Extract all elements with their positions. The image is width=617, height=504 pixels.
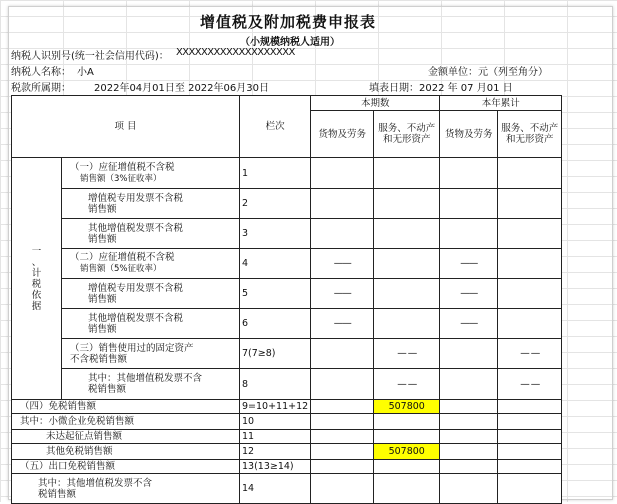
value-cell[interactable]	[311, 339, 374, 369]
value-cell[interactable]	[311, 219, 374, 249]
item-label: 其他免税销售额	[12, 444, 240, 460]
table-row	[12, 279, 562, 309]
value-cell[interactable]	[498, 219, 562, 249]
table-row	[12, 444, 562, 460]
dash-mark: — —	[397, 348, 417, 359]
header-row-1	[12, 96, 562, 111]
value-cell[interactable]	[374, 219, 440, 249]
value-cell[interactable]	[374, 339, 440, 369]
value-cell[interactable]	[374, 309, 440, 339]
item-label: 其他增值税发票不含税 销售额	[62, 219, 240, 249]
value-cell[interactable]	[498, 279, 562, 309]
value-cell-highlighted[interactable]: 507800	[374, 444, 440, 460]
value-cell[interactable]	[311, 430, 374, 444]
column-number: 9=10+11+12	[240, 400, 311, 414]
column-number: 6	[240, 309, 311, 339]
value-cell[interactable]	[311, 414, 374, 430]
value-cell[interactable]	[498, 460, 562, 474]
column-number: 3	[240, 219, 311, 249]
amount-unit: 金额单位：元（列至角分）	[428, 67, 548, 78]
declaration-table	[11, 95, 562, 504]
table-row	[12, 474, 562, 504]
taxpayer-id-value: XXXXXXXXXXXXXXXXXXX	[176, 47, 295, 58]
period-value: 2022年04月01日至 2022年06月30日	[94, 83, 269, 94]
value-cell[interactable]	[374, 158, 440, 189]
column-number: 5	[240, 279, 311, 309]
value-cell[interactable]	[498, 158, 562, 189]
dash-mark: — —	[397, 378, 417, 390]
header-year-total: 本年累计	[440, 96, 562, 111]
column-number: 11	[240, 430, 311, 444]
value-cell[interactable]	[440, 279, 498, 309]
value-cell[interactable]	[498, 400, 562, 414]
value-cell[interactable]	[374, 460, 440, 474]
table-row	[12, 460, 562, 474]
header-services: 服务、不动产 和无形资产	[374, 111, 440, 158]
value-cell[interactable]	[440, 158, 498, 189]
item-label: 其中：其他增值税发票不含 税销售额	[62, 369, 240, 400]
item-label: 增值税专用发票不含税 销售额	[62, 279, 240, 309]
column-number: 13(13≥14)	[240, 460, 311, 474]
header-goods-year: 货物及劳务	[440, 111, 498, 158]
value-cell[interactable]	[440, 460, 498, 474]
value-cell-highlighted[interactable]: 507800	[374, 400, 440, 414]
value-cell[interactable]	[374, 414, 440, 430]
dash-mark: ——	[460, 318, 478, 329]
value-cell[interactable]	[440, 474, 498, 504]
category-label-tax-basis: 一 、 计 税 依 据	[12, 158, 62, 400]
value-cell[interactable]	[498, 444, 562, 460]
dash-mark: — —	[520, 348, 540, 359]
value-cell[interactable]	[498, 339, 562, 369]
dash-mark: ——	[333, 288, 351, 299]
item-label: （四）免税销售额	[12, 400, 240, 414]
table-row	[12, 339, 562, 369]
taxpayer-name-value: 小A	[77, 67, 94, 78]
column-number: 4	[240, 249, 311, 279]
item-label: （一）应征增值税不含税 销售额（3%征收率）	[62, 158, 240, 189]
value-cell[interactable]	[311, 249, 374, 279]
item-label: （五）出口免税销售额	[12, 460, 240, 474]
table-row	[12, 309, 562, 339]
value-cell[interactable]	[440, 309, 498, 339]
value-cell[interactable]	[311, 444, 374, 460]
value-cell[interactable]	[311, 279, 374, 309]
header-column-no: 栏次	[240, 96, 311, 158]
value-cell[interactable]	[440, 369, 498, 400]
value-cell[interactable]	[311, 309, 374, 339]
header-goods: 货物及劳务	[311, 111, 374, 158]
value-cell[interactable]	[498, 474, 562, 504]
value-cell[interactable]	[498, 369, 562, 400]
table-row	[12, 249, 562, 279]
table-row	[12, 219, 562, 249]
item-label: 未达起征点销售额	[12, 430, 240, 444]
value-cell[interactable]	[440, 444, 498, 460]
taxpayer-id-label: 纳税人识别号(统一社会信用代码)：	[11, 51, 169, 62]
dash-mark: ——	[460, 258, 478, 269]
column-number: 8	[240, 369, 311, 400]
table-row	[12, 369, 562, 400]
item-label: 其他增值税发票不含税 销售额	[62, 309, 240, 339]
header-services-year: 服务、不动产 和无形资产	[498, 111, 562, 158]
value-cell[interactable]	[311, 400, 374, 414]
table-row	[12, 400, 562, 414]
value-cell[interactable]	[440, 414, 498, 430]
value-cell[interactable]	[374, 189, 440, 219]
value-cell[interactable]	[374, 474, 440, 504]
column-number: 14	[240, 474, 311, 504]
dash-mark: ——	[460, 288, 478, 299]
dash-mark: — —	[520, 378, 540, 390]
value-cell[interactable]	[440, 249, 498, 279]
value-cell[interactable]	[311, 369, 374, 400]
value-cell[interactable]	[498, 430, 562, 444]
value-cell[interactable]	[374, 369, 440, 400]
value-cell[interactable]	[311, 460, 374, 474]
column-number: 10	[240, 414, 311, 430]
item-label: （二）应征增值税不含税 销售额（5%征收率）	[62, 249, 240, 279]
header-item: 项 目	[12, 96, 240, 158]
period-label: 税款所属期：	[11, 83, 71, 94]
table-row	[12, 414, 562, 430]
item-label: 其中：小微企业免税销售额	[12, 414, 240, 430]
value-cell[interactable]	[311, 189, 374, 219]
value-cell[interactable]	[440, 189, 498, 219]
header-current-period: 本期数	[311, 96, 440, 111]
item-label: 其中：其他增值税发票不含 税销售额	[12, 474, 240, 504]
value-cell[interactable]	[440, 400, 498, 414]
value-cell[interactable]	[440, 339, 498, 369]
value-cell[interactable]	[374, 279, 440, 309]
value-cell[interactable]	[440, 430, 498, 444]
dash-mark: ——	[333, 258, 351, 269]
value-cell[interactable]	[311, 158, 374, 189]
column-number: 7(7≥8)	[240, 339, 311, 369]
column-number: 12	[240, 444, 311, 460]
item-label: （三）销售使用过的固定资产 不含税销售额	[62, 339, 240, 369]
taxpayer-name-label: 纳税人名称：	[11, 67, 71, 78]
dash-mark: ——	[333, 318, 351, 329]
table-row	[12, 189, 562, 219]
value-cell[interactable]	[311, 474, 374, 504]
value-cell[interactable]	[498, 249, 562, 279]
column-number: 2	[240, 189, 311, 219]
table-row	[12, 430, 562, 444]
value-cell[interactable]	[498, 414, 562, 430]
form-subtitle: （小规模纳税人适用）	[240, 37, 340, 48]
column-number: 1	[240, 158, 311, 189]
value-cell[interactable]	[498, 309, 562, 339]
value-cell[interactable]	[374, 430, 440, 444]
item-label: 增值税专用发票不含税 销售额	[62, 189, 240, 219]
value-cell[interactable]	[374, 249, 440, 279]
form-title: 增值税及附加税费申报表	[200, 13, 377, 31]
fill-date: 填表日期：2022 年 07 月01 日	[369, 83, 513, 94]
value-cell[interactable]	[440, 219, 498, 249]
table-row	[12, 158, 562, 189]
value-cell[interactable]	[498, 189, 562, 219]
